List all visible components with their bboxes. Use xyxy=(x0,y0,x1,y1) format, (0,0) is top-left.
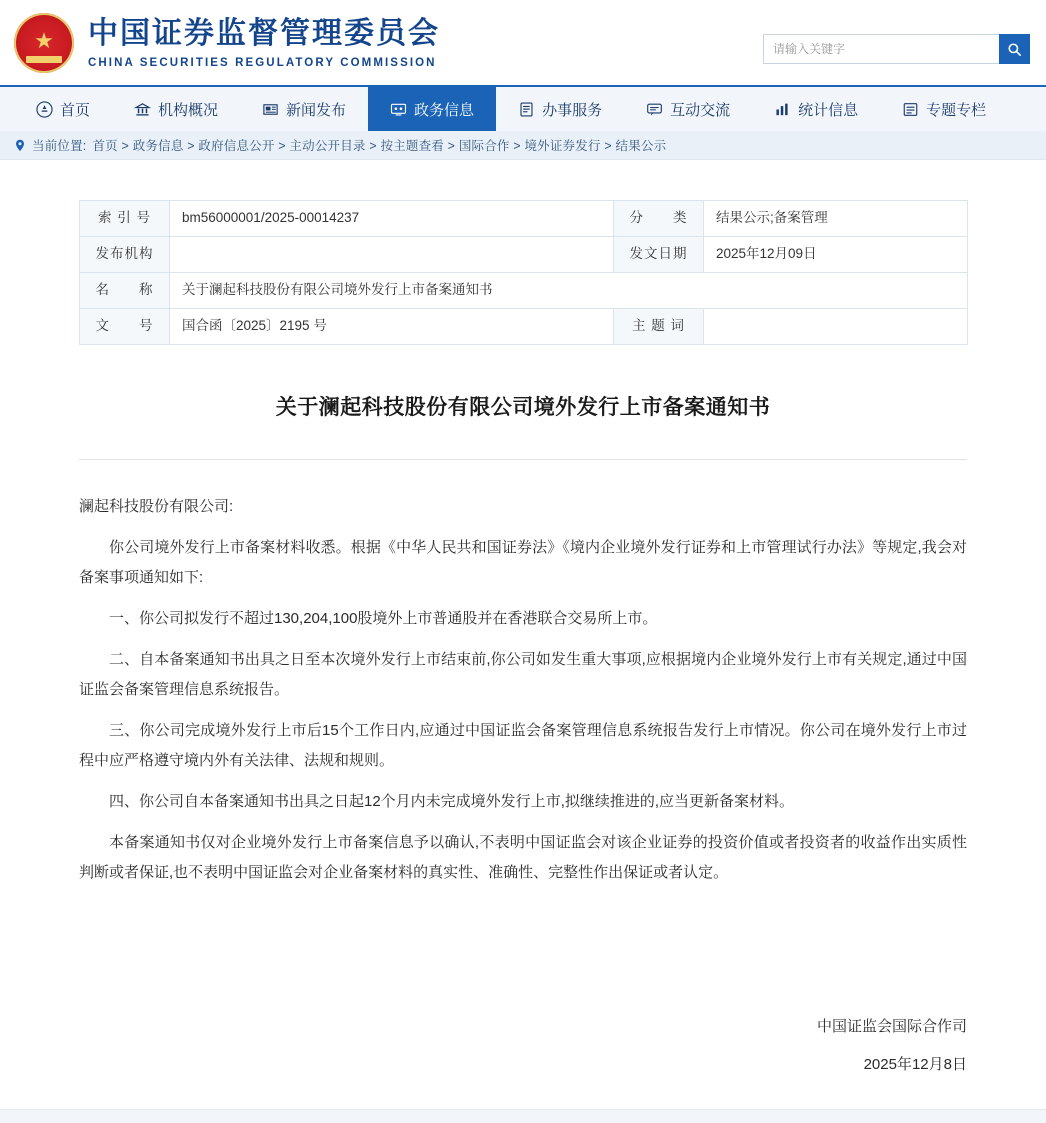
site-brand xyxy=(88,16,440,68)
search-input[interactable] xyxy=(763,34,999,64)
nav-label: 统计信息 xyxy=(798,101,859,119)
table-row xyxy=(80,273,968,309)
table-row xyxy=(80,201,968,237)
nav-item-home[interactable] xyxy=(14,87,112,131)
breadcrumb xyxy=(0,131,1046,160)
salutation: 澜起科技股份有限公司: xyxy=(79,498,234,515)
site-title-cn: 中国证券监督管理委员会 xyxy=(88,16,440,52)
document-body xyxy=(79,492,967,888)
nav-item-news[interactable] xyxy=(240,87,368,131)
signature-org: 中国证监会国际合作司 xyxy=(816,1018,967,1035)
meta-label-index: 索 引 号 xyxy=(80,201,170,237)
table-row xyxy=(80,237,968,273)
meta-label-date: 发文日期 xyxy=(614,237,704,273)
list-icon xyxy=(902,101,919,118)
page-body xyxy=(0,160,1046,1123)
search-icon xyxy=(1007,42,1022,57)
nav-item-services[interactable] xyxy=(496,87,624,131)
nav-item-interaction[interactable] xyxy=(624,87,752,131)
article-container xyxy=(79,160,967,1083)
main-nav xyxy=(0,85,1046,131)
meta-value-name: 关于澜起科技股份有限公司境外发行上市备案通知书 xyxy=(170,273,968,309)
meta-label-name: 名 称 xyxy=(80,273,170,309)
paragraph-2: 一、你公司拟发行不超过130,204,100股境外上市普通股并在香港联合交易所上市。 xyxy=(109,610,658,627)
nav-item-statistics[interactable] xyxy=(752,87,880,131)
site-search xyxy=(763,34,1030,64)
location-pin-icon xyxy=(14,139,26,152)
meta-value-docno: 国合函〔2025〕2195 号 xyxy=(170,309,614,345)
meta-value-index: bm56000001/2025-00014237 xyxy=(170,201,614,237)
meta-label-docno: 文 号 xyxy=(80,309,170,345)
meta-value-publisher xyxy=(170,237,614,273)
site-title-en: CHINA SECURITIES REGULATORY COMMISSION xyxy=(88,56,437,69)
newspaper-icon xyxy=(262,101,279,118)
document-meta-table xyxy=(79,200,968,345)
paragraph-5: 四、你公司自本备案通知书出具之日起12个月内未完成境外发行上市,拟继续推进的,应当更新备案材料。 xyxy=(109,793,795,810)
title-divider xyxy=(79,459,967,460)
breadcrumb-label: 当前位置: xyxy=(32,139,87,153)
paragraph-4: 三、你公司完成境外发行上市后15个工作日内,应通过中国证监会备案管理信息系统报告发行上市情况。你公司在境外发行上市过程中应严格遵守境内外有关法律、法规和规则。 xyxy=(79,722,967,769)
nav-label: 新闻发布 xyxy=(286,101,347,119)
signature-date: 2025年12月8日 xyxy=(863,1055,967,1073)
nav-item-institution[interactable] xyxy=(112,87,240,131)
nav-label: 办事服务 xyxy=(542,101,603,119)
bank-icon xyxy=(134,101,151,118)
meta-label-category: 分 类 xyxy=(614,201,704,237)
document-icon xyxy=(518,101,535,118)
monitor-icon xyxy=(390,101,407,118)
meta-label-keywords: 主 题 词 xyxy=(614,309,704,345)
paragraph-1: 你公司境外发行上市备案材料收悉。根据《中华人民共和国证券法》《境内企业境外发行证券和上市管理试行办法》等规定,我会对备案事项通知如下: xyxy=(79,539,967,586)
signature-block xyxy=(79,1008,967,1083)
nav-item-topics[interactable] xyxy=(880,87,1008,131)
national-emblem-icon xyxy=(14,13,74,73)
meta-value-date: 2025年12月09日 xyxy=(704,237,968,273)
nav-item-government-info[interactable] xyxy=(368,87,496,131)
breadcrumb-path[interactable]: 首页 > 政务信息 > 政府信息公开 > 主动公开目录 > 按主题查看 > 国际合作 > 境外证券发行 > 结果公示 xyxy=(92,139,667,153)
page-title: 关于澜起科技股份有限公司境外发行上市备案通知书 xyxy=(275,395,771,419)
footer-strip xyxy=(0,1109,1046,1123)
nav-label: 互动交流 xyxy=(670,101,731,119)
paragraph-6: 本备案通知书仅对企业境外发行上市备案信息予以确认,不表明中国证监会对该企业证券的投资价值或者投资者的收益作出实质性判断或者保证,也不表明中国证监会对企业备案材料的真实性、准确性、完整性作出保证或者认定。 xyxy=(79,834,967,881)
nav-label: 专题专栏 xyxy=(926,101,987,119)
bar-chart-icon xyxy=(774,101,791,118)
table-row xyxy=(80,309,968,345)
nav-label: 首页 xyxy=(60,101,91,119)
nav-label: 机构概况 xyxy=(158,101,219,119)
chat-icon xyxy=(646,101,663,118)
home-emblem-icon xyxy=(36,101,53,118)
meta-value-category: 结果公示;备案管理 xyxy=(704,201,968,237)
meta-label-publisher: 发布机构 xyxy=(80,237,170,273)
meta-value-keywords xyxy=(704,309,968,345)
search-button[interactable] xyxy=(999,34,1030,64)
paragraph-3: 二、自本备案通知书出具之日至本次境外发行上市结束前,你公司如发生重大事项,应根据境内企业境外发行上市有关规定,通过中国证监会备案管理信息系统报告。 xyxy=(79,651,967,698)
nav-label: 政务信息 xyxy=(414,101,475,119)
site-header xyxy=(0,0,1046,85)
